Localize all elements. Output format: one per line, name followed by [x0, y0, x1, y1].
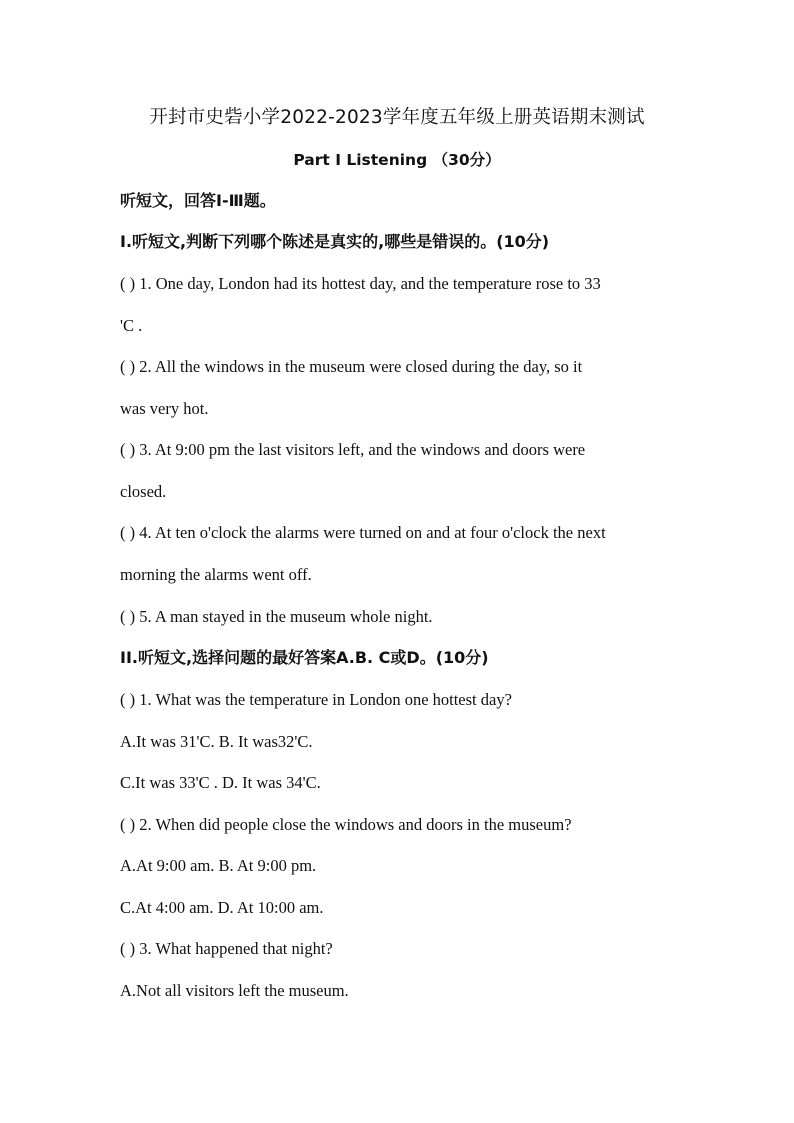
mc-question-1: ( ) 1. What was the temperature in London one hottest day? — [120, 690, 512, 709]
mc-question-2-options-cd: C.At 4:00 am. D. At 10:00 am. — [120, 898, 324, 917]
tf-item-1: ( ) 1. One day, London had its hottest day, and the temperature rose to 33 — [120, 274, 601, 293]
section-2-heading: II.听短文,选择问题的最好答案A.B. C或D。(10分) — [120, 648, 489, 667]
mc-question-3: ( ) 3. What happened that night? — [120, 939, 333, 958]
mc-question-1-options-ab: A.It was 31'C. B. It was32'C. — [120, 732, 313, 751]
mc-question-3-option-a: A.Not all visitors left the museum. — [120, 981, 349, 1000]
mc-question-2: ( ) 2. When did people close the windows and doors in the museum? — [120, 815, 572, 834]
listening-intro: 听短文，回答Ⅰ-Ⅲ题。 — [120, 191, 276, 210]
tf-item-2: ( ) 2. All the windows in the museum were closed during the day, so it — [120, 357, 583, 376]
tf-item-4: ( ) 4. At ten o'clock the alarms were turned on and at four o'clock the next — [120, 523, 606, 542]
mc-question-1-options-cd: C.It was 33'C . D. It was 34'C. — [120, 773, 321, 792]
part-heading: Part I Listening （30分） — [293, 151, 501, 169]
tf-item-2-continued: was very hot. — [120, 399, 209, 418]
tf-item-1-continued: 'C . — [120, 316, 143, 335]
mc-question-2-options-ab: A.At 9:00 am. B. At 9:00 pm. — [120, 856, 317, 875]
section-1-heading: I.听短文,判断下列哪个陈述是真实的,哪些是错误的。(10分) — [120, 232, 550, 251]
tf-item-3: ( ) 3. At 9:00 pm the last visitors left, and the windows and doors were — [120, 440, 586, 459]
tf-item-4-continued: morning the alarms went off. — [120, 565, 312, 584]
exam-title: 开封市史砦小学2022-2023学年度五年级上册英语期末测试 — [149, 107, 645, 128]
tf-item-3-continued: closed. — [120, 482, 167, 501]
tf-item-5: ( ) 5. A man stayed in the museum whole night. — [120, 607, 433, 626]
